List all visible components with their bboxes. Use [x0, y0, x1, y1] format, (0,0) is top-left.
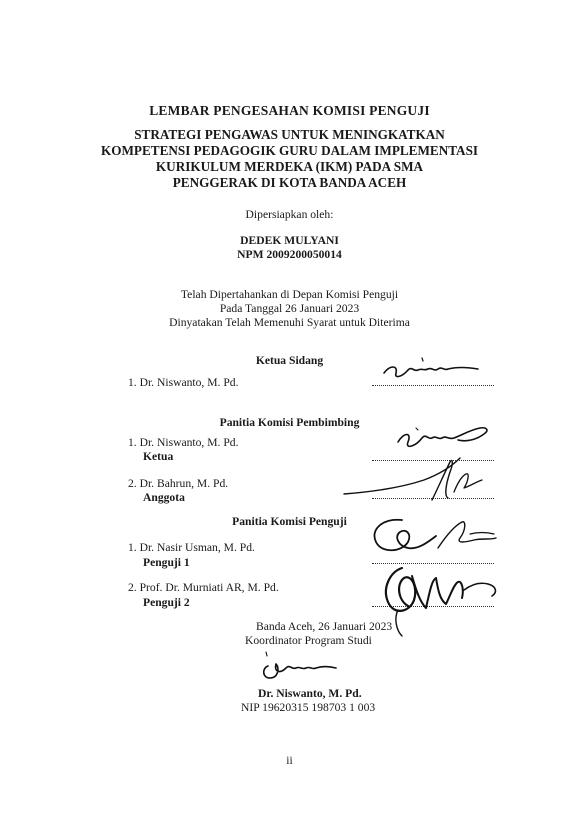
pembimbing-role-1: Ketua	[143, 450, 174, 463]
author-name: DEDEK MULYANI	[240, 234, 339, 247]
penguji-role-1: Penguji 1	[143, 556, 190, 569]
penguji-name-1: 1. Dr. Nasir Usman, M. Pd.	[128, 541, 255, 554]
coordinator-name: Dr. Niswanto, M. Pd.	[258, 687, 362, 700]
thesis-title-line: KOMPETENSI PEDAGOGIK GURU DALAM IMPLEMENTASI	[100, 143, 479, 158]
pembimbing-heading: Panitia Komisi Pembimbing	[219, 416, 360, 429]
prepared-by-label: Dipersiapkan oleh:	[245, 208, 334, 221]
signature-penguji-2	[368, 560, 508, 640]
penguji-heading: Panitia Komisi Penguji	[232, 515, 347, 528]
ketua-sidang-name: 1. Dr. Niswanto, M. Pd.	[128, 376, 239, 389]
penguji-role-2: Penguji 2	[143, 596, 190, 609]
penguji-name-2: 2. Prof. Dr. Murniati AR, M. Pd.	[128, 581, 279, 594]
author-npm: NPM 2009200050014	[237, 248, 342, 261]
signature-ketua-sidang	[382, 355, 492, 385]
coordinator-position: Koordinator Program Studi	[245, 634, 372, 647]
defense-result: Dinyatakan Telah Memenuhi Syarat untuk Diterima	[169, 316, 410, 329]
thesis-title-line: KURIKULUM MERDEKA (IKM) PADA SMA	[155, 159, 424, 174]
signature-line	[372, 385, 494, 386]
page-number: ii	[286, 754, 293, 767]
place-date: Banda Aceh, 26 Januari 2023	[256, 620, 393, 633]
defense-date: Pada Tanggal 26 Januari 2023	[219, 302, 360, 315]
pembimbing-role-2: Anggota	[143, 491, 185, 504]
signature-penguji-1	[362, 512, 512, 567]
thesis-title-line: PENGGERAK DI KOTA BANDA ACEH	[172, 175, 407, 190]
pembimbing-name-1: 1. Dr. Niswanto, M. Pd.	[128, 436, 239, 449]
coordinator-nip: NIP 19620315 198703 1 003	[241, 701, 376, 714]
signature-pembimbing-anggota	[340, 452, 490, 507]
ketua-sidang-heading: Ketua Sidang	[255, 354, 324, 367]
thesis-title-line: STRATEGI PENGAWAS UNTUK MENINGKATKAN	[134, 127, 445, 142]
defense-statement-line: Telah Dipertahankan di Depan Komisi Penguji	[180, 288, 399, 301]
signature-coordinator	[258, 650, 348, 686]
pembimbing-name-2: 2. Dr. Bahrun, M. Pd.	[128, 477, 229, 490]
page-title: LEMBAR PENGESAHAN KOMISI PENGUJI	[149, 103, 430, 118]
